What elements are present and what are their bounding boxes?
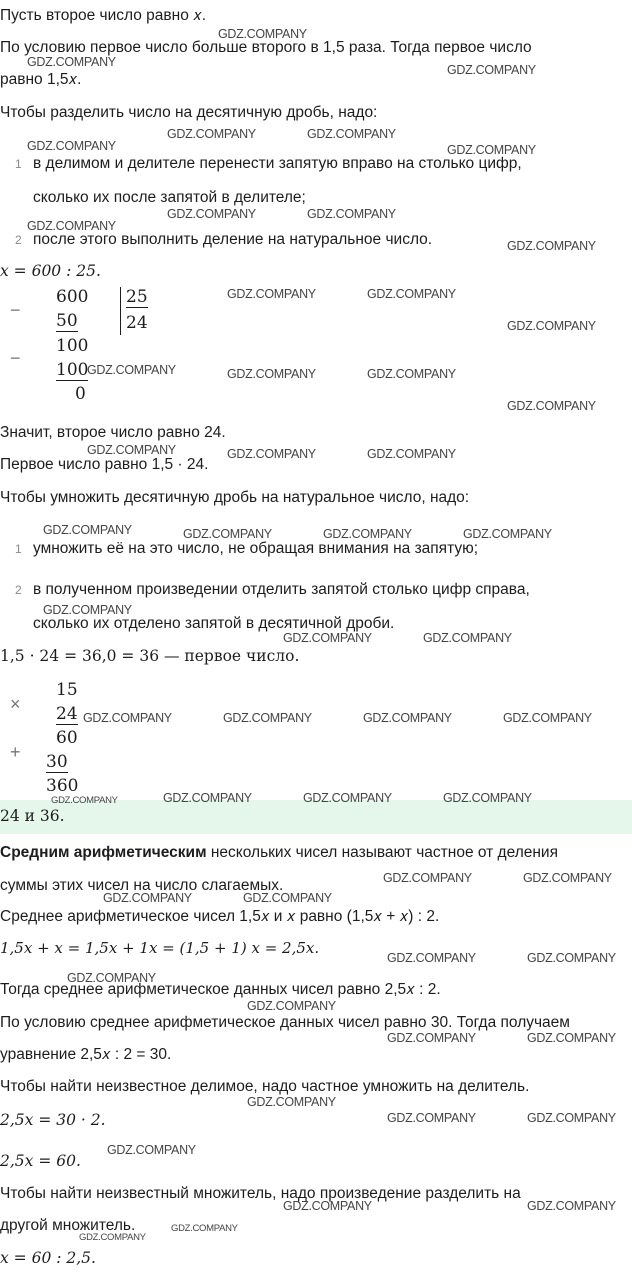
watermark: GDZ.COMPANY <box>463 527 552 541</box>
formula-line: 1,5𝑥 + 𝑥 = 1,5𝑥 + 1𝑥 = (1,5 + 1) 𝑥 = 2,5𝑥. <box>0 939 320 957</box>
divisor: 25 <box>126 287 148 307</box>
dividend: 600 <box>56 287 89 307</box>
watermark: GDZ.COMPANY <box>83 711 172 725</box>
partial-product: 60 <box>56 728 78 748</box>
watermark: GDZ.COMPANY <box>367 367 456 381</box>
text-line: сколько их после запятой в делителе; <box>33 189 306 206</box>
watermark: GDZ.COMPANY <box>303 791 392 805</box>
text-line: в полученном произведении отделить запятой столько цифр справа, <box>33 581 530 598</box>
watermark: GDZ.COMPANY <box>243 891 332 905</box>
step-number: 1 <box>15 542 22 556</box>
watermark: GDZ.COMPANY <box>43 523 132 537</box>
watermark: GDZ.COMPANY <box>527 1199 616 1213</box>
watermark: GDZ.COMPANY <box>507 319 596 333</box>
remainder: 0 <box>75 384 86 404</box>
minus-sign: − <box>10 348 21 368</box>
watermark: GDZ.COMPANY <box>507 239 596 253</box>
watermark: GDZ.COMPANY <box>283 1199 372 1213</box>
definition-line <box>0 843 558 863</box>
partial-product: 30 <box>46 752 68 772</box>
watermark: GDZ.COMPANY <box>227 367 316 381</box>
quotient: 24 <box>126 313 148 333</box>
remainder: 100 <box>56 336 89 356</box>
multiplier: 24 <box>56 704 78 724</box>
text-line: Чтобы умножить десятичную дробь на натуральное число, надо: <box>0 489 470 506</box>
watermark: GDZ.COMPANY <box>507 399 596 413</box>
watermark: GDZ.COMPANY <box>183 527 272 541</box>
step-number: 2 <box>15 583 22 597</box>
watermark: GDZ.COMPANY <box>103 891 192 905</box>
text-line: Чтобы найти неизвестное делимое, надо частное умножить на делитель. <box>0 1078 530 1095</box>
answer-text: 24 и 36. <box>0 807 65 825</box>
watermark: GDZ.COMPANY <box>283 631 372 645</box>
watermark: GDZ.COMPANY <box>387 1111 476 1125</box>
text-line: после этого выполнить деление на натуральное число. <box>33 231 433 248</box>
multiplicand: 15 <box>56 680 78 700</box>
text-line: другой множитель. <box>0 1217 136 1234</box>
watermark: GDZ.COMPANY <box>523 871 612 885</box>
formula-line: 𝑥 = 600 : 25. <box>0 262 101 280</box>
text-line: Чтобы найти неизвестный множитель, надо произведение разделить на <box>0 1185 521 1202</box>
formula-line: 2,5𝑥 = 60. <box>0 1152 81 1170</box>
watermark: GDZ.COMPANY <box>79 1232 146 1243</box>
text-line: По условию первое число больше второго в 1,5 раза. Тогда первое число <box>0 39 532 56</box>
step-number: 2 <box>15 233 22 247</box>
text-line: сколько их отделено запятой в десятичной дроби. <box>33 615 395 632</box>
watermark: GDZ.COMPANY <box>223 711 312 725</box>
watermark: GDZ.COMPANY <box>43 603 132 617</box>
watermark: GDZ.COMPANY <box>227 447 316 461</box>
definition-rest: нескольких чисел называют частное от деления <box>206 844 558 861</box>
division-bar <box>120 287 121 335</box>
subtrahend: 50 <box>56 311 78 331</box>
text-line: равно 1,5𝑥. <box>0 71 82 88</box>
watermark: GDZ.COMPANY <box>527 1111 616 1125</box>
watermark: GDZ.COMPANY <box>27 55 116 69</box>
watermark: GDZ.COMPANY <box>527 951 616 965</box>
watermark: GDZ.COMPANY <box>387 1031 476 1045</box>
watermark: GDZ.COMPANY <box>447 63 536 77</box>
watermark: GDZ.COMPANY <box>443 791 532 805</box>
watermark: GDZ.COMPANY <box>67 971 156 985</box>
watermark: GDZ.COMPANY <box>307 127 396 141</box>
text-line: умножить её на это число, не обращая внимания на запятую; <box>33 540 479 557</box>
times-sign: × <box>10 694 21 714</box>
subtrahend: 100 <box>56 360 89 380</box>
watermark: GDZ.COMPANY <box>107 1143 196 1157</box>
watermark: GDZ.COMPANY <box>247 999 336 1013</box>
watermark: GDZ.COMPANY <box>307 207 396 221</box>
watermark: GDZ.COMPANY <box>27 139 116 153</box>
watermark: GDZ.COMPANY <box>227 287 316 301</box>
watermark: GDZ.COMPANY <box>51 795 118 806</box>
plus-sign: + <box>10 742 21 762</box>
text-line: суммы этих чисел на число слагаемых. <box>0 877 284 894</box>
watermark: GDZ.COMPANY <box>367 287 456 301</box>
term-bold: Средним арифметическим <box>0 844 207 861</box>
watermark: GDZ.COMPANY <box>247 1095 336 1109</box>
watermark: GDZ.COMPANY <box>383 871 472 885</box>
text-line: Тогда среднее арифметическое данных чисел равно 2,5𝑥 : 2. <box>0 981 441 998</box>
watermark: GDZ.COMPANY <box>87 443 176 457</box>
watermark: GDZ.COMPANY <box>27 219 116 233</box>
text-line: Значит, второе число равно 24. <box>0 424 226 441</box>
text-line: в делимом и делителе перенести запятую вправо на столько цифр, <box>33 155 522 172</box>
watermark: GDZ.COMPANY <box>527 1031 616 1045</box>
product: 360 <box>46 776 79 796</box>
text-line: Первое число равно 1,5 · 24. <box>0 456 209 473</box>
watermark: GDZ.COMPANY <box>423 631 512 645</box>
watermark: GDZ.COMPANY <box>218 27 307 41</box>
watermark: GDZ.COMPANY <box>167 127 256 141</box>
text-line: Пусть второе число равно 𝑥. <box>0 7 207 24</box>
watermark: GDZ.COMPANY <box>167 207 256 221</box>
minus-sign: − <box>10 300 21 320</box>
formula-line: 2,5𝑥 = 30 · 2. <box>0 1111 106 1129</box>
watermark: GDZ.COMPANY <box>171 1223 238 1234</box>
text-line: уравнение 2,5𝑥 : 2 = 30. <box>0 1046 172 1063</box>
formula-line: 𝑥 = 60 : 2,5. <box>0 1249 96 1267</box>
watermark: GDZ.COMPANY <box>87 363 176 377</box>
watermark: GDZ.COMPANY <box>387 951 476 965</box>
watermark: GDZ.COMPANY <box>363 711 452 725</box>
watermark: GDZ.COMPANY <box>323 527 412 541</box>
text-line: По условию среднее арифметическое данных чисел равно 30. Тогда получаем <box>0 1014 570 1031</box>
watermark: GDZ.COMPANY <box>367 447 456 461</box>
watermark: GDZ.COMPANY <box>503 711 592 725</box>
step-number: 1 <box>15 157 22 171</box>
formula-line: 1,5 · 24 = 36,0 = 36 — первое число. <box>0 647 300 665</box>
watermark: GDZ.COMPANY <box>163 791 252 805</box>
watermark: GDZ.COMPANY <box>447 143 536 157</box>
text-line: Чтобы разделить число на десятичную дробь, надо: <box>0 104 378 121</box>
text-line: Среднее арифметическое чисел 1,5𝑥 и 𝑥 равно (1,5𝑥 + 𝑥) : 2. <box>0 908 440 925</box>
